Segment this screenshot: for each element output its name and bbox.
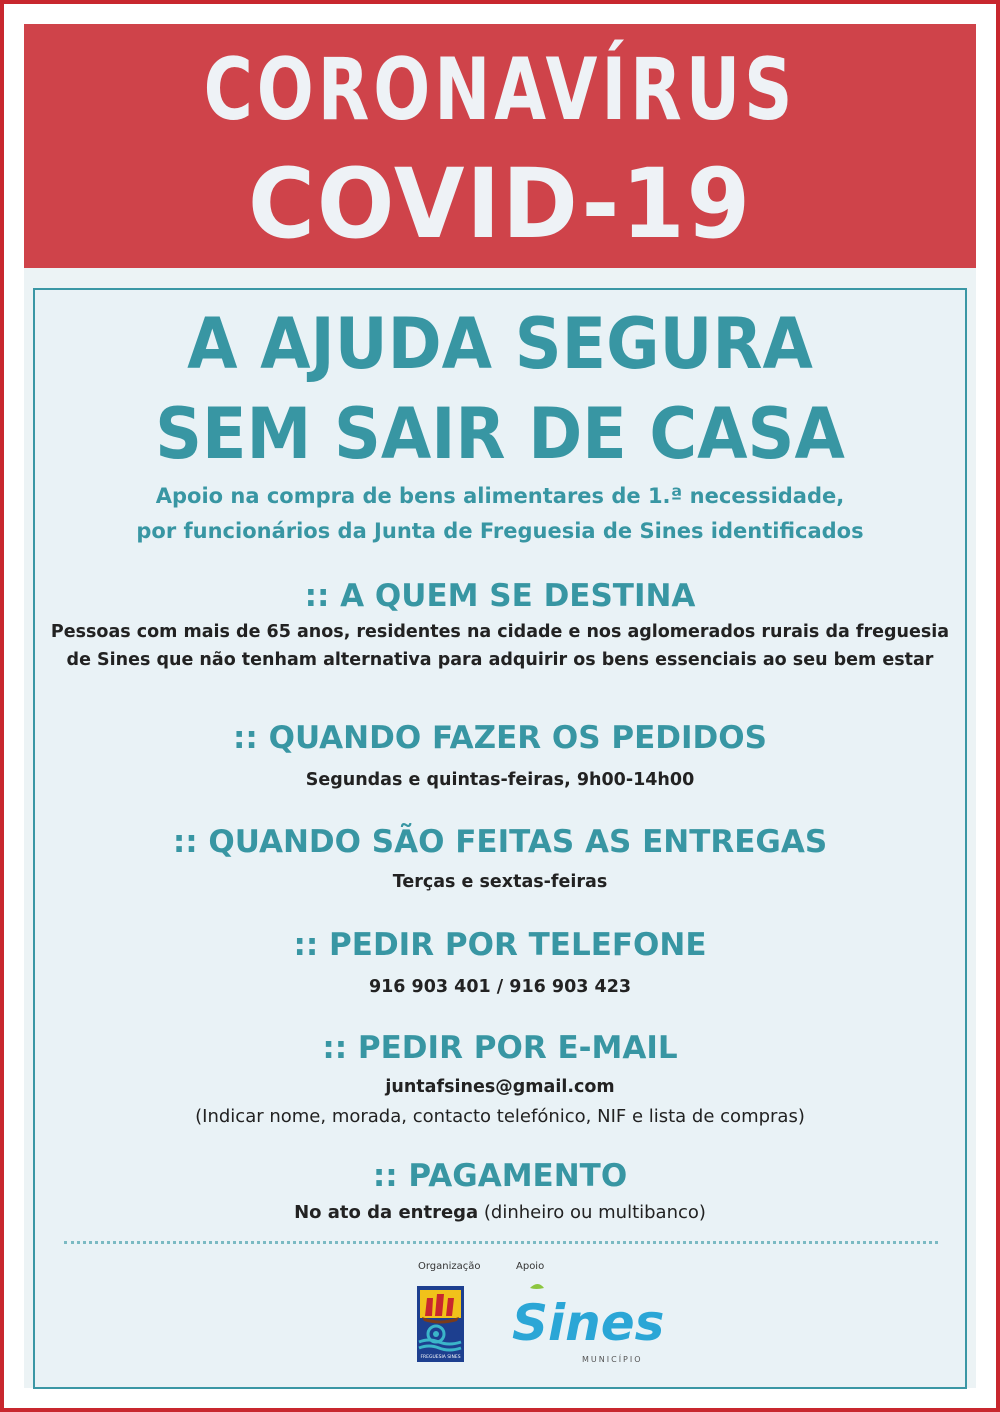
section-heading-telefone: :: PEDIR POR TELEFONE (293, 927, 707, 963)
section-heading-pedidos: :: QUANDO FAZER OS PEDIDOS (233, 720, 767, 756)
email-address: juntafsines@gmail.com (385, 1077, 615, 1097)
freguesia-logo-text: FREGUESIA SINES (420, 1355, 461, 1360)
subtitle-line2: por funcionários da Junta de Freguesia de Sines identificados (136, 519, 864, 543)
section-heading-email: :: PEDIR POR E-MAIL (322, 1030, 678, 1066)
section-heading-pagamento: :: PAGAMENTO (372, 1158, 628, 1194)
email-instructions: (Indicar nome, morada, contacto telefónico, NIF e lista de compras) (195, 1106, 805, 1127)
sines-logo-subtitle: MUNICÍPIO (582, 1355, 643, 1364)
freguesia-sines-logo (417, 1286, 464, 1362)
entregas-text: Terças e sextas-feiras (392, 872, 608, 892)
apoio-label: Apoio (516, 1261, 545, 1272)
destina-text-line2: de Sines que não tenham alternativa para adquirir os bens essenciais ao seu bem estar (66, 650, 934, 670)
sines-municipio-logo (508, 1282, 665, 1366)
dotted-divider (64, 1241, 938, 1244)
pagamento-text-bold: No ato da entrega (294, 1202, 479, 1223)
header-title-covid: COVID-19 (248, 148, 752, 260)
sines-logo-wordmark: Sines (512, 1294, 665, 1352)
header-title-coronavirus: CORONAVÍRUS (203, 40, 797, 140)
telefone-numbers: 916 903 401 / 916 903 423 (368, 977, 632, 997)
section-heading-entregas: :: QUANDO SÃO FEITAS AS ENTREGAS (172, 824, 828, 860)
section-heading-destina: :: A QUEM SE DESTINA (304, 578, 696, 614)
pedidos-text: Segundas e quintas-feiras, 9h00-14h00 (305, 770, 695, 790)
pagamento-text-rest: (dinheiro ou multibanco) (478, 1202, 706, 1223)
destina-text-line1: Pessoas com mais de 65 anos, residentes na cidade e nos aglomerados rurais da freguesia (50, 622, 950, 642)
main-title-line2: SEM SAIR DE CASA (155, 393, 845, 475)
pagamento-text (0, 1198, 1000, 1227)
subtitle-line1: Apoio na compra de bens alimentares de 1.ª necessidade, (155, 484, 845, 508)
organizacao-label: Organização (418, 1261, 481, 1272)
main-title-line1: A AJUDA SEGURA (187, 303, 813, 385)
